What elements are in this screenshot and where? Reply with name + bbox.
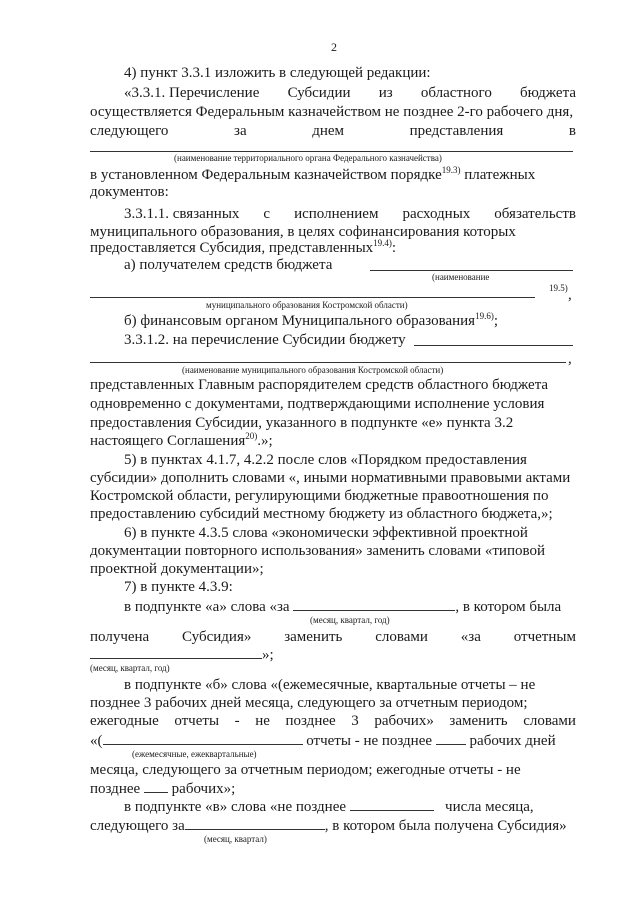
item7-b-line5: месяца, следующего за отчетным периодом; ежегодные отчеты - не xyxy=(90,762,521,778)
text: рабочих»; xyxy=(171,781,236,797)
blank-field xyxy=(90,645,262,659)
item4-para1-line4 xyxy=(90,166,576,184)
caption-period: (месяц, квартал, год) xyxy=(310,615,390,625)
word: расходных xyxy=(402,206,471,222)
blank-line-budget xyxy=(414,345,573,346)
text: а) получателем средств бюджета xyxy=(124,257,333,273)
item7-b-line6 xyxy=(90,779,576,798)
item7-a-line3 xyxy=(90,645,576,664)
word: 3.3.1.1. связанных xyxy=(124,206,240,222)
caption-naimenovanie: (наименование xyxy=(432,272,490,282)
item4-para1-line2: осуществляется Федеральным казначейством не позднее 2-го рабочего дня, xyxy=(90,104,574,120)
sub-b-line xyxy=(124,312,576,330)
word: заменить xyxy=(284,629,343,645)
word: словами xyxy=(375,629,428,645)
item7-a-line2 xyxy=(90,628,576,646)
word: Субсидия» xyxy=(182,629,252,645)
item6-line2: документации повторного использования» заменить словами «типовой xyxy=(90,543,545,559)
item4-tail-line3: предоставления Субсидии, указанного в подпункте «е» пункта 3.2 xyxy=(90,415,514,431)
footnote-ref-19-5: 19.5) xyxy=(549,283,568,293)
text: , в котором была получена Субсидия» xyxy=(324,818,567,834)
sub-3311-line2: муниципального образования, в целях софинансирования которых xyxy=(90,224,516,240)
blank-line-municipality xyxy=(90,297,535,298)
word: «за xyxy=(460,629,481,645)
blank-field xyxy=(185,816,325,830)
word: не xyxy=(255,713,270,729)
text: : xyxy=(391,240,397,256)
item7-c-line1 xyxy=(124,797,576,816)
text: позднее xyxy=(90,781,141,797)
blank-line-treasury xyxy=(90,151,573,152)
item4-tail-line2: одновременно с документами, подтверждающими исполнение условия xyxy=(90,396,545,412)
blank-line-budget-2 xyxy=(90,362,566,363)
blank-line-recipient xyxy=(370,270,573,271)
word: обязательств xyxy=(494,206,576,222)
text: настоящего Соглашения xyxy=(90,433,246,449)
comma: , xyxy=(568,351,572,367)
word: из xyxy=(378,85,393,101)
blank-field xyxy=(436,731,466,745)
word: отчеты xyxy=(174,713,220,729)
page-number: 2 xyxy=(331,40,337,54)
caption-treasury-body: (наименование территориального органа Федерального казначейства) xyxy=(174,153,442,163)
word: областного xyxy=(420,85,492,101)
word: «3.3.1. Перечисление xyxy=(124,85,260,101)
word: следующего xyxy=(90,123,169,139)
word: словами xyxy=(523,713,576,729)
word: позднее xyxy=(285,713,336,729)
word: заменить xyxy=(449,713,508,729)
item4-para1-line3 xyxy=(90,122,576,140)
sub-3311-line3 xyxy=(90,239,576,257)
text: в установленном Федеральным казначейством порядке xyxy=(90,167,442,183)
item7-a-line1 xyxy=(124,597,576,616)
text: в подпункте «а» слова «за xyxy=(124,599,290,615)
comma: , xyxy=(568,287,572,303)
caption-municipality: муниципального образования Костромской области) xyxy=(206,300,408,310)
item5-line3: Костромской области, регулирующими бюджетные правоотношения по xyxy=(90,488,549,504)
item7-heading: 7) в пункте 4.3.9: xyxy=(124,579,233,595)
caption-period-2: (месяц, квартал, год) xyxy=(90,663,170,673)
footnote-ref: 19.4) xyxy=(373,238,392,248)
word: рабочих» xyxy=(374,713,434,729)
word: 3 xyxy=(351,713,359,729)
item7-b-line2: позднее 3 рабочих дней месяца, следующего за отчетным периодом; xyxy=(90,695,528,711)
sub-3311-line1 xyxy=(124,205,576,223)
text: »; xyxy=(262,647,274,663)
footnote-ref: 20) xyxy=(245,431,258,441)
item5-line2: субсидии» дополнить словами «, иными нормативными правовыми актами xyxy=(90,470,571,486)
sub-3312-line xyxy=(124,331,576,349)
item4-para1-line5: документов: xyxy=(90,184,169,200)
text: рабочих дней xyxy=(469,733,556,749)
item4-tail-line4 xyxy=(90,432,576,450)
text: .»; xyxy=(257,433,273,449)
item4-tail-line1: представленных Главным распорядителем средств областного бюджета xyxy=(90,377,549,393)
word: получена xyxy=(90,629,150,645)
word: за xyxy=(234,123,247,139)
text: ; xyxy=(493,313,499,329)
caption-period-3: (месяц, квартал) xyxy=(204,834,267,844)
footnote-ref: 19.6) xyxy=(475,311,494,321)
footnote-ref: 19.3) xyxy=(441,165,461,175)
word: бюджета xyxy=(520,85,576,101)
item4-para1-line1 xyxy=(124,84,576,102)
text: , в котором была xyxy=(455,599,562,615)
text: числа месяца, xyxy=(445,799,534,815)
item7-c-line2 xyxy=(90,816,576,835)
word: исполнением xyxy=(294,206,379,222)
word: представления xyxy=(409,123,504,139)
item7-b-line3 xyxy=(90,712,576,730)
item5-line4: предоставлению субсидий местному бюджету из областного бюджета,»; xyxy=(90,506,553,522)
word: в xyxy=(568,123,576,139)
text: предоставляется Субсидия, представленных xyxy=(90,240,374,256)
item6-line3: проектной документации»; xyxy=(90,561,264,577)
blank-field xyxy=(293,597,455,611)
word: днем xyxy=(312,123,345,139)
word: с xyxy=(263,206,271,222)
text: платежных xyxy=(460,167,536,183)
item7-b-line1: в подпункте «б» слова «(ежемесячные, квартальные отчеты – не xyxy=(124,677,536,693)
text: 3.3.1.2. на перечисление Субсидии бюджету xyxy=(124,332,406,348)
item6-line1: 6) в пункте 4.3.5 слова «экономически эффективной проектной xyxy=(124,525,528,541)
item4-heading: 4) пункт 3.3.1 изложить в следующей редакции: xyxy=(124,65,431,81)
word: отчетным xyxy=(513,629,576,645)
text: отчеты - не позднее xyxy=(306,733,433,749)
blank-field xyxy=(144,779,168,793)
word: Субсидии xyxy=(287,85,351,101)
text: в подпункте «в» слова «не позднее xyxy=(124,799,347,815)
blank-field xyxy=(103,731,303,745)
caption-municipality-full: (наименование муниципального образования Костромской области) xyxy=(182,365,444,375)
text: б) финансовым органом Муниципального образования xyxy=(124,313,476,329)
sub-a-line xyxy=(124,256,576,274)
word: - xyxy=(234,713,240,729)
item5-line1: 5) в пунктах 4.1.7, 4.2.2 после слов «Порядком предоставления xyxy=(124,452,527,468)
caption-frequency: (ежемесячные, ежеквартальные) xyxy=(132,749,257,759)
word: ежегодные xyxy=(90,713,159,729)
blank-field xyxy=(350,797,434,811)
text: «( xyxy=(90,733,103,749)
text: следующего за xyxy=(90,818,185,834)
item7-b-line4 xyxy=(90,731,576,750)
